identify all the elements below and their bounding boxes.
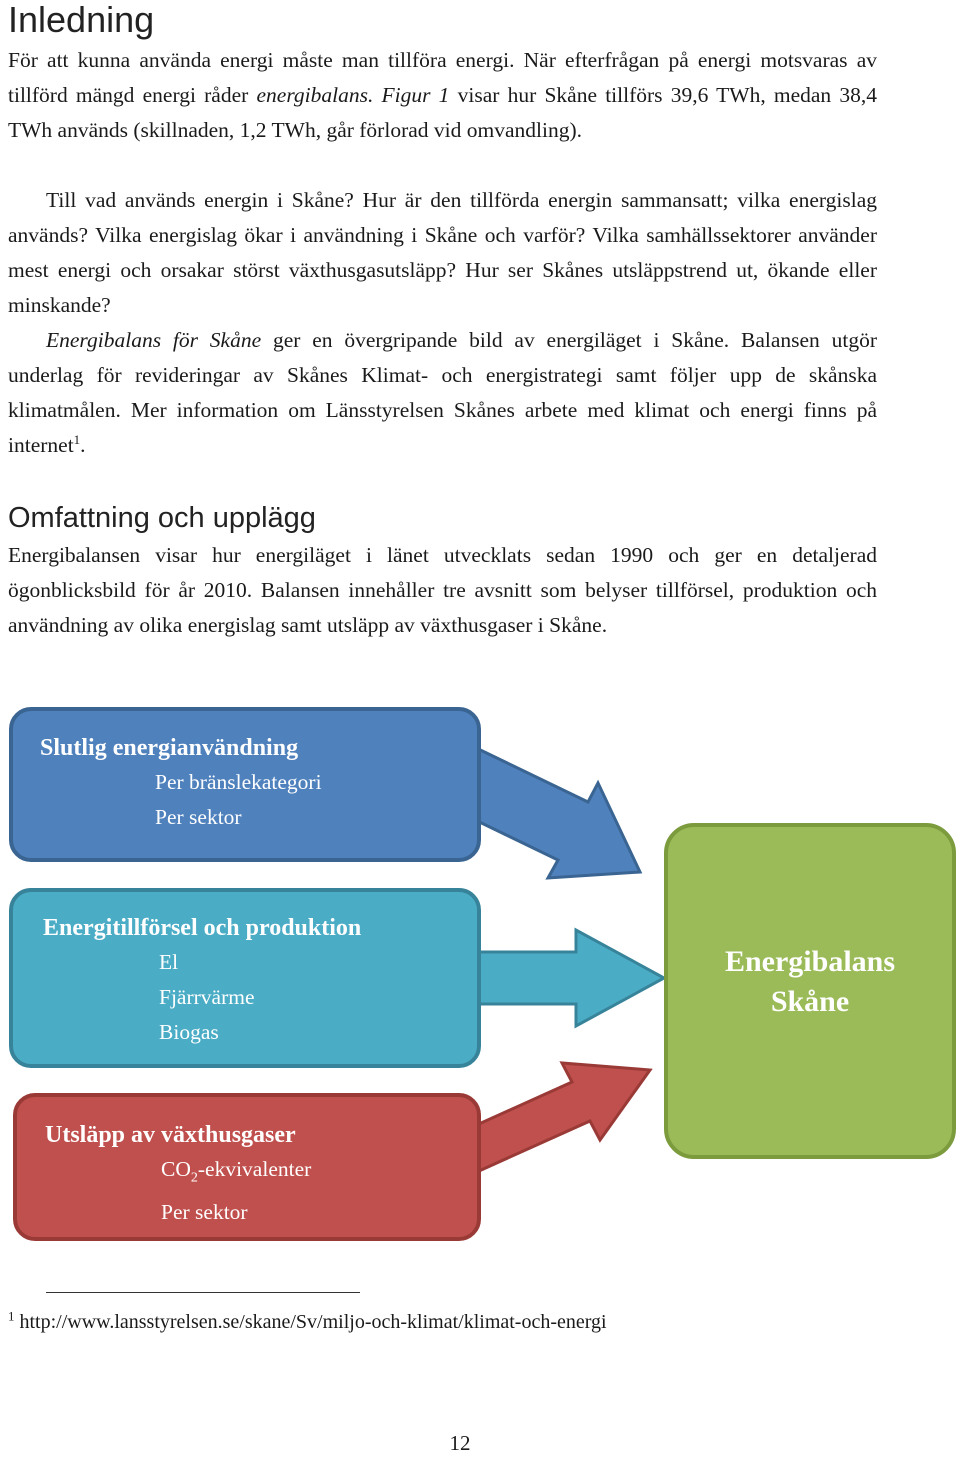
box3-title: Utsläpp av växthusgaser <box>45 1122 296 1148</box>
energibalans-title-emphasis: Energibalans för Skåne <box>46 328 262 352</box>
arrow-teal <box>470 930 664 1026</box>
footnote-link[interactable]: http://www.lansstyrelsen.se/skane/Sv/miljo-och-klimat/klimat-och-energi <box>19 1311 607 1333</box>
paragraph-questions: Till vad används energin i Skåne? Hur är den tillförda energin sammansatt; vilka energislag används? Vilka energislag ökar i användning i Skåne och varför? Vilka samhällssektorer använder mest energi och orsakar störst växthusgasutsläpp? Hur ser Skånes utsläppstrend ut, ökande eller minskande? <box>8 188 877 317</box>
co2-suffix: -ekvivalenter <box>197 1157 312 1181</box>
energibalans-period: . <box>80 433 86 457</box>
intro-text-a: För att kunna använda energi måste man tillföra energi. När efterfrågan på energi motsvaras av tillförd mängd energi råder <box>8 48 877 107</box>
footnote-number: 1 <box>8 1308 15 1324</box>
box-slutlig-energianvandning <box>9 707 481 862</box>
box2-item-el: El <box>159 950 179 974</box>
energibalans-text: ger en övergripande bild av energiläget i Skåne. Balansen utgör underlag för revideringar av Skånes Klimat- och energistrategi samt följer upp de skånska klimatmålen. Mer information om Länsstyrelsen Skånes arbete med klimat och energi finns på internet <box>8 328 878 457</box>
footnote-ref[interactable]: 1 <box>73 431 81 447</box>
arrow-red <box>470 1063 650 1175</box>
footnote-divider <box>46 1292 360 1293</box>
target-line2: Skåne <box>770 985 850 1018</box>
box-utslapp-vaxthusgaser <box>13 1093 481 1241</box>
box-energibalans-skane <box>664 823 956 1159</box>
box1-title: Slutlig energianvändning <box>40 735 299 761</box>
paragraph-omfattning: Energibalansen visar hur energiläget i länet utvecklats sedan 1990 och ger en detaljerad ögonblicksbild för år 2010. Balansen innehåller tre avsnitt som belyser tillförsel, produktion och användning av olika energislag samt utsläpp av växthusgaser i Skåne. <box>8 543 877 637</box>
box3-item-sektor: Per sektor <box>161 1200 248 1225</box>
box2-item-biogas: Biogas <box>159 1020 219 1044</box>
co2-text: CO <box>161 1157 191 1181</box>
page-number: 12 <box>449 1431 471 1455</box>
box2-item-fjarrvarme: Fjärrvärme <box>159 985 255 1009</box>
target-title <box>668 942 952 1022</box>
intro-emphasis: energibalans. Figur 1 <box>256 83 450 107</box>
heading-inledning: Inledning <box>8 0 155 40</box>
footnote <box>8 1307 607 1337</box>
box1-item-sektor: Per sektor <box>155 805 242 829</box>
box-energitillforsel <box>9 888 481 1068</box>
box2-title: Energitillförsel och produktion <box>43 915 362 941</box>
intro-text-b: visar hur Skåne tillförs 39,6 TWh, medan 38,4 TWh används (skillnaden, 1,2 TWh, går förlorad vid omvandling). <box>8 83 878 142</box>
box3-item-co2 <box>17 1152 477 1195</box>
co2-subscript: 2 <box>190 1170 198 1186</box>
box1-item-bransle: Per bränslekategori <box>155 770 322 794</box>
target-line1: Energibalans <box>724 945 896 978</box>
heading-omfattning: Omfattning och upplägg <box>8 502 316 534</box>
